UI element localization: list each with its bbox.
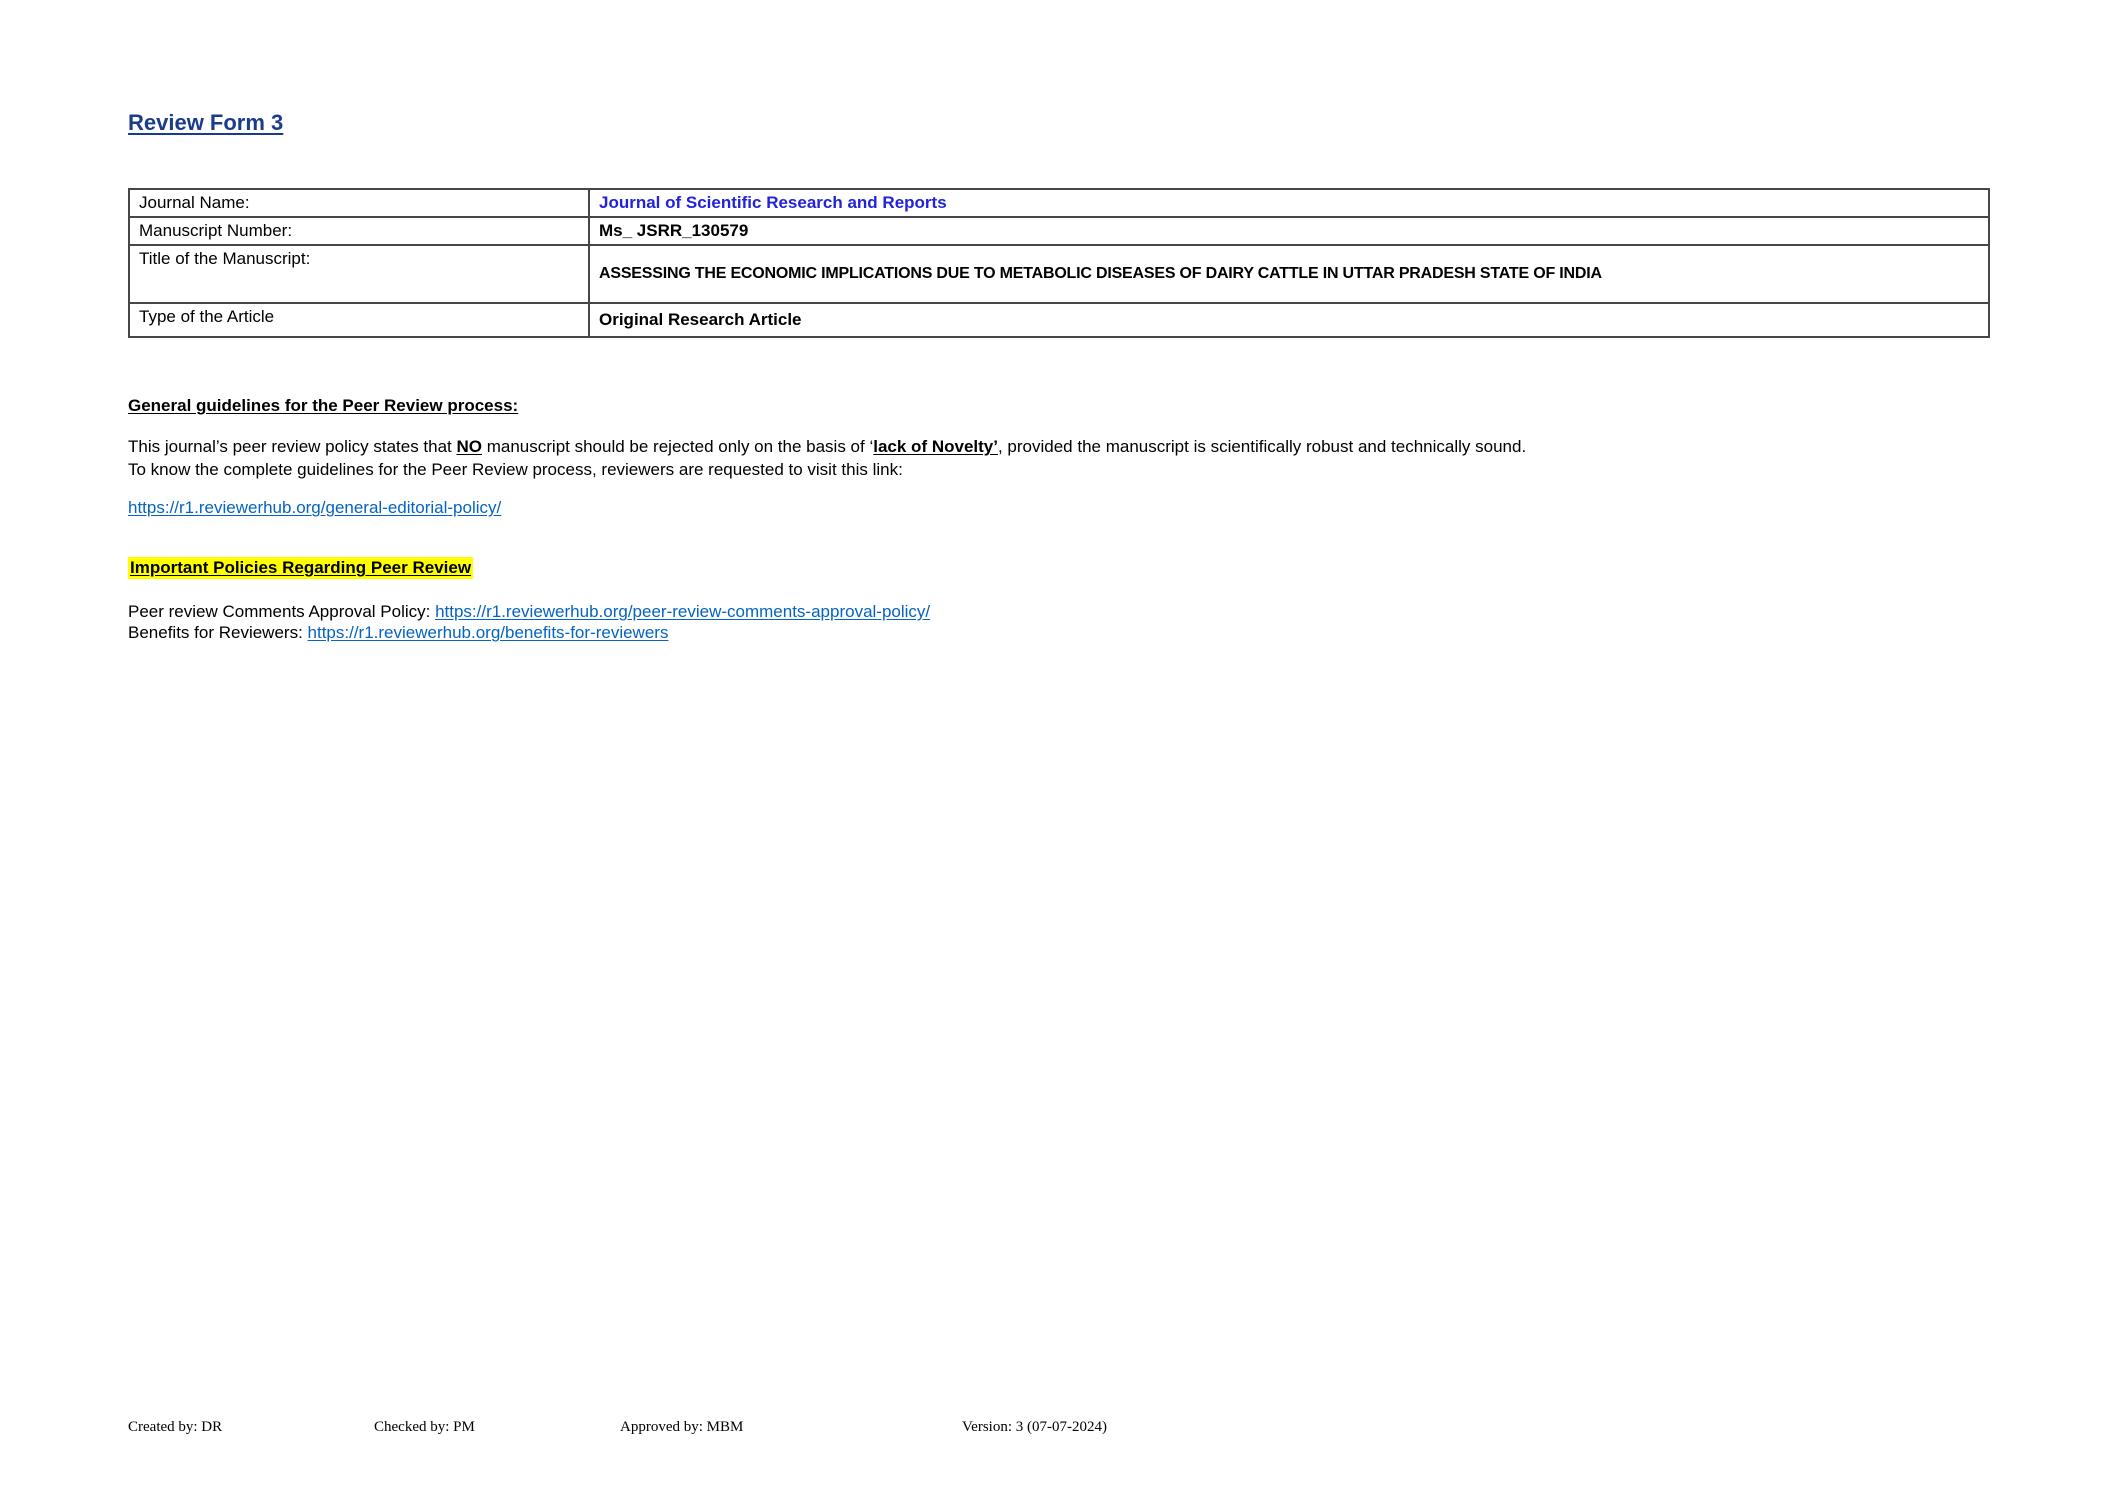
guidelines-heading: General guidelines for the Peer Review process: (128, 396, 519, 415)
manuscript-number-value: Ms_ JSRR_130579 (589, 217, 1989, 245)
general-policy-link-line (128, 498, 501, 518)
journal-name-label: Journal Name: (129, 189, 589, 217)
policy-text-novelty: lack of Novelty’ (873, 437, 998, 456)
benefits-for-reviewers-line (128, 623, 668, 643)
manuscript-title-value: ASSESSING THE ECONOMIC IMPLICATIONS DUE TO METABOLIC DISEASES OF DAIRY CATTLE IN UTTAR PRADESH STATE OF INDIA (589, 245, 1989, 303)
table-row-article-type (129, 303, 1989, 337)
benefits-for-reviewers-label: Benefits for Reviewers: (128, 623, 308, 642)
article-type-label: Type of the Article (129, 303, 589, 337)
manuscript-info-table (128, 188, 1990, 338)
policy-text-no: NO (456, 437, 483, 456)
table-row-journal-name (129, 189, 1989, 217)
policy-text-prefix: This journal’s peer review policy states that (128, 437, 457, 456)
comments-approval-policy-line (128, 602, 930, 622)
footer-version: Version: 3 (07-07-2024) (962, 1419, 1107, 1435)
comments-approval-policy-link[interactable]: https://r1.reviewerhub.org/peer-review-comments-approval-policy/ (435, 602, 931, 621)
footer-created-by: Created by: DR (128, 1419, 223, 1435)
journal-name-value: Journal of Scientific Research and Reports (589, 189, 1989, 217)
page-title: Review Form 3 (128, 110, 284, 135)
manuscript-number-label: Manuscript Number: (129, 217, 589, 245)
link-intro-line: To know the complete guidelines for the Peer Review process, reviewers are requested to visit this link: (128, 460, 903, 479)
footer-approved-by: Approved by: MBM (620, 1419, 744, 1435)
policy-statement-line (128, 437, 1526, 457)
policy-text-mid: manuscript should be rejected only on the basis of ‘ (482, 437, 874, 456)
table-row-manuscript-title (129, 245, 1989, 303)
important-policies-heading: Important Policies Regarding Peer Review (130, 558, 472, 577)
comments-approval-policy-label: Peer review Comments Approval Policy: (128, 602, 436, 621)
table-row-manuscript-number (129, 217, 1989, 245)
article-type-value: Original Research Article (589, 303, 1989, 337)
general-editorial-policy-link[interactable]: https://r1.reviewerhub.org/general-editorial-policy/ (128, 498, 502, 517)
manuscript-title-label: Title of the Manuscript: (129, 245, 589, 303)
policy-text-suffix: , provided the manuscript is scientifically robust and technically sound. (997, 437, 1527, 456)
benefits-for-reviewers-link[interactable]: https://r1.reviewerhub.org/benefits-for-reviewers (307, 623, 669, 642)
footer-checked-by: Checked by: PM (374, 1419, 475, 1435)
